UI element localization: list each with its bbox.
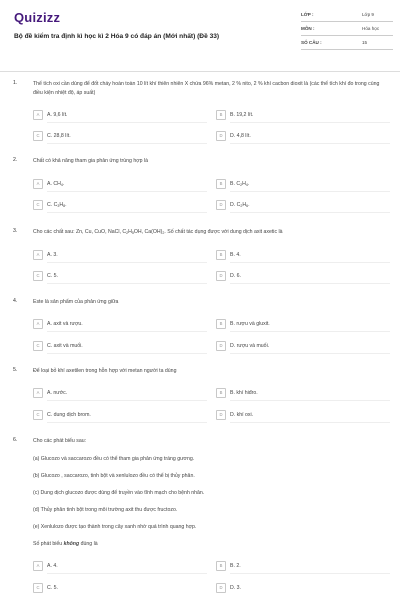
question-number: 4. — [13, 298, 18, 304]
meta-row-class — [301, 8, 393, 22]
option-letter: D — [216, 271, 226, 281]
footer-pre: Số phát biểu — [33, 541, 64, 547]
option-text: A. $CH_4$. — [47, 181, 65, 187]
option-c[interactable] — [33, 341, 208, 351]
option-d[interactable] — [216, 200, 391, 210]
option-letter: A — [33, 250, 43, 260]
meta-label: SỐ CÂU : — [301, 40, 322, 45]
option-d[interactable] — [216, 131, 391, 141]
option-text: D. $C_2H_6$. — [230, 202, 250, 208]
option-text: A. 9,6 lít. — [47, 112, 68, 118]
option-a[interactable] — [33, 250, 208, 260]
option-text: D. 3. — [230, 585, 241, 591]
option-letter: B — [216, 110, 226, 120]
option-b[interactable] — [216, 561, 391, 571]
statement-a: (a) Glucozo và saccarozo đều có thể tham gia phản ứng tráng gương. — [33, 456, 195, 462]
quizizz-logo: Quizizz — [14, 10, 61, 25]
option-letter: D — [216, 131, 226, 141]
header — [0, 0, 400, 70]
question-text: Cho các phát biểu sau: — [33, 438, 87, 444]
option-letter: D — [216, 200, 226, 210]
meta-table — [301, 8, 393, 50]
option-text: C. 5. — [47, 585, 58, 591]
meta-value: 15 — [362, 40, 368, 45]
option-text: B. $C_2H_4$. — [230, 181, 250, 187]
option-letter: C — [33, 583, 43, 593]
meta-label: MÔN : — [301, 26, 315, 31]
question-text: Este là sản phẩm của phản ứng giữa — [33, 299, 119, 305]
option-text: C. axit và muối. — [47, 343, 83, 349]
statement-e: (e) Xenlulozo được tạo thành trong cây xanh nhờ quá trình quang hợp. — [33, 524, 197, 530]
option-text: D. 4,8 lít. — [230, 133, 251, 139]
statement-d: (d) Thủy phân tinh bột trong môi trường axit thu được fructozo. — [33, 507, 178, 513]
footer-post: đúng là — [79, 541, 98, 547]
option-c[interactable] — [33, 200, 208, 210]
option-d[interactable] — [216, 410, 391, 420]
option-text: A. axit và rượu. — [47, 321, 83, 327]
question-number: 6. — [13, 437, 18, 443]
option-text: B. 19,2 lít. — [230, 112, 254, 118]
question-text: Thể tích oxi cần dùng để đốt cháy hoàn toàn 10 lít khí thiên nhiên X chứa 96% metan, 2 % nito, 2 % khí cacbon dioxit là (các thể tích khí đo trong cùng điều kiện nhiệt độ, áp suất) — [33, 81, 380, 96]
option-text: B. 4. — [230, 252, 241, 258]
option-text: B. khí hiđro. — [230, 390, 258, 396]
option-letter: C — [33, 410, 43, 420]
option-d[interactable] — [216, 271, 391, 281]
question-number: 5. — [13, 367, 18, 373]
option-b[interactable] — [216, 319, 391, 329]
option-a[interactable] — [33, 561, 208, 571]
option-text: C. $C_3H_8$. — [47, 202, 67, 208]
footer-emphasis: không — [63, 541, 80, 547]
meta-row-count — [301, 36, 393, 50]
option-letter: D — [216, 341, 226, 351]
option-letter: B — [216, 179, 226, 189]
option-a[interactable] — [33, 110, 208, 120]
option-text: C. 28,8 lít. — [47, 133, 71, 139]
option-letter: A — [33, 319, 43, 329]
question-text: Để loại bỏ khí axetilen trong hỗn hợp với metan người ta dùng — [33, 368, 177, 374]
option-text: B. rượu và gluxit. — [230, 321, 270, 327]
page-title: Bộ đề kiểm tra định kì học kì 2 Hóa 9 có đáp án (Mới nhất) (Đề 33) — [14, 33, 220, 40]
option-b[interactable] — [216, 110, 391, 120]
option-text: A. 3. — [47, 252, 58, 258]
option-letter: C — [33, 200, 43, 210]
option-text: A. 4. — [47, 563, 58, 569]
question-number: 1. — [13, 80, 18, 86]
option-c[interactable] — [33, 271, 208, 281]
option-letter: B — [216, 388, 226, 398]
option-letter: B — [216, 561, 226, 571]
question-number: 2. — [13, 157, 18, 163]
option-text: C. dung dịch brom. — [47, 412, 91, 418]
option-letter: A — [33, 110, 43, 120]
option-a[interactable] — [33, 388, 208, 398]
option-text: D. 6. — [230, 273, 241, 279]
question-text: Chất có khả năng tham gia phản ứng trùng hợp là — [33, 158, 149, 164]
option-letter: D — [216, 410, 226, 420]
option-c[interactable] — [33, 583, 208, 593]
option-b[interactable] — [216, 250, 391, 260]
meta-value: Hóa học — [362, 26, 380, 31]
option-letter: D — [216, 583, 226, 593]
option-c[interactable] — [33, 410, 208, 420]
option-text: B. 2. — [230, 563, 241, 569]
statement-b: (b) Glucozo , saccarozo, tinh bột và xenlulozo đều có thể bị thủy phân. — [33, 473, 195, 479]
option-letter: A — [33, 388, 43, 398]
statement-c: (c) Dung dịch glucozo được dùng để truyền vào tĩnh mạch cho bệnh nhân. — [33, 490, 205, 496]
option-c[interactable] — [33, 131, 208, 141]
option-letter: B — [216, 250, 226, 260]
question-text: Cho các chất sau: Zn, Cu, CuO, NaCl, $C_2H_5OH$, $Ca(OH)_2$. Số chất tác dụng được với dung dịch axit axetic là — [33, 229, 283, 235]
meta-row-subject — [301, 22, 393, 36]
option-text: C. 5. — [47, 273, 58, 279]
option-letter: A — [33, 179, 43, 189]
option-d[interactable] — [216, 583, 391, 593]
question-footer — [33, 541, 98, 547]
option-text: D. rượu và muối. — [230, 343, 270, 349]
option-letter: A — [33, 561, 43, 571]
option-letter: C — [33, 341, 43, 351]
meta-label: LỚP : — [301, 12, 314, 17]
option-letter: C — [33, 131, 43, 141]
option-a[interactable] — [33, 179, 208, 189]
option-text: D. khí oxi. — [230, 412, 254, 418]
option-text: A. nước. — [47, 390, 68, 396]
option-d[interactable] — [216, 341, 391, 351]
option-letter: B — [216, 319, 226, 329]
header-divider — [0, 71, 400, 72]
option-letter: C — [33, 271, 43, 281]
option-b[interactable] — [216, 179, 391, 189]
option-b[interactable] — [216, 388, 391, 398]
meta-value: Lớp 9 — [362, 12, 374, 17]
question-number: 3. — [13, 228, 18, 234]
option-a[interactable] — [33, 319, 208, 329]
